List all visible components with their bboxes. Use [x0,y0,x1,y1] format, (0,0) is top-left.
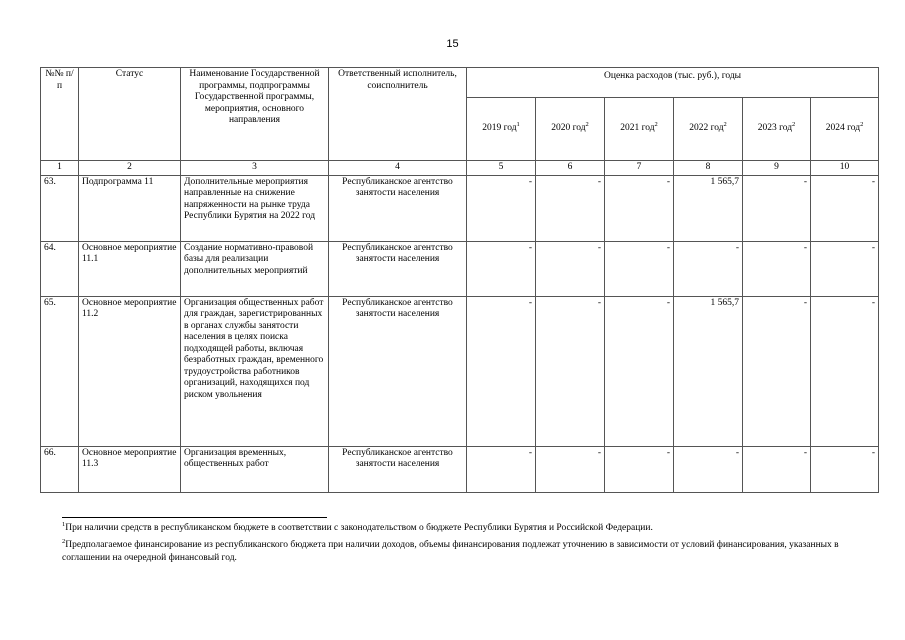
row-status: Основное мероприятие 11.2 [79,296,181,446]
header-year: 2021 год$^2$ [605,98,674,161]
column-number: 2 [79,161,181,176]
row-responsible: Республиканское агентство занятости населения [329,296,467,446]
value-cell: - [605,446,674,492]
value-cell: - [536,296,605,446]
row-name: Организация временных, общественных работ [181,446,329,492]
value-cell: - [674,446,743,492]
value-cell: - [743,446,811,492]
value-cell: - [467,296,536,446]
row-num: 65. [41,296,79,446]
column-number: 1 [41,161,79,176]
column-number: 7 [605,161,674,176]
column-number: 5 [467,161,536,176]
page-number: 15 [446,38,459,50]
header-responsible: Ответственный исполнитель, соисполнитель [329,68,467,161]
value-cell: - [605,175,674,241]
table-row [41,241,879,296]
row-responsible: Республиканское агентство занятости населения [329,175,467,241]
header-name: Наименование Государственной программы, подпрограммы Государственной программы, мероприятия, основного направления [181,68,329,161]
row-num: 64. [41,241,79,296]
header-year: 2019 год$^1$ [467,98,536,161]
row-status: Основное мероприятие 11.3 [79,446,181,492]
value-cell: - [743,241,811,296]
row-num: 63. [41,175,79,241]
budget-table [40,67,879,493]
value-cell: - [605,296,674,446]
header-status: Статус [79,68,181,161]
table-row [41,296,879,446]
row-name: Дополнительные мероприятия направленные на снижение напряженности на рынке труда Республики Бурятия на 2022 год [181,175,329,241]
value-cell: - [605,241,674,296]
value-cell: - [467,241,536,296]
table-row [41,175,879,241]
column-number: 4 [329,161,467,176]
header-year: 2023 год$^2$ [743,98,811,161]
row-status: Подпрограмма 11 [79,175,181,241]
value-cell: - [743,296,811,446]
header-estimate: Оценка расходов (тыс. руб.), годы [467,68,879,98]
value-cell: - [467,446,536,492]
row-num: 66. [41,446,79,492]
header-num: №№ п/п [41,68,79,161]
value-cell: - [811,446,879,492]
footnote-2: $^2$Предполагаемое финансирование из республиканского бюджета при наличии доходов, объемы финансирования подлежат уточнению в зависимости от условий финансирования, указанных в соглашении на очередной финансовый год. [62,537,839,563]
table-row [41,446,879,492]
value-cell: - [811,175,879,241]
value-cell: - [674,241,743,296]
value-cell: 1 565,7 [674,296,743,446]
header-year: 2020 год$^2$ [536,98,605,161]
column-number: 8 [674,161,743,176]
row-name: Создание нормативно-правовой базы для реализации дополнительных мероприятий [181,241,329,296]
value-cell: - [811,296,879,446]
value-cell: - [536,446,605,492]
row-status: Основное мероприятие 11.1 [79,241,181,296]
row-name: Организация общественных работ для граждан, зарегистрированных в органах службы занятости населения в целях поиска подходящей работы, включая безработных граждан, временного трудоустройства работников организаций, находящихся под риском увольнения [181,296,329,446]
row-responsible: Республиканское агентство занятости населения [329,241,467,296]
value-cell: - [536,241,605,296]
value-cell: - [467,175,536,241]
row-responsible: Республиканское агентство занятости населения [329,446,467,492]
footnote-1: $^1$При наличии средств в республиканском бюджете в соответствии с законодательством о бюджете Республики Бурятия и Российской Федерации. [62,520,653,533]
footnote-divider [62,517,327,518]
column-number: 10 [811,161,879,176]
header-year: 2022 год$^2$ [674,98,743,161]
column-number: 3 [181,161,329,176]
header-year: 2024 год$^2$ [811,98,879,161]
value-cell: 1 565,7 [674,175,743,241]
value-cell: - [743,175,811,241]
column-number: 9 [743,161,811,176]
value-cell: - [536,175,605,241]
value-cell: - [811,241,879,296]
column-number: 6 [536,161,605,176]
